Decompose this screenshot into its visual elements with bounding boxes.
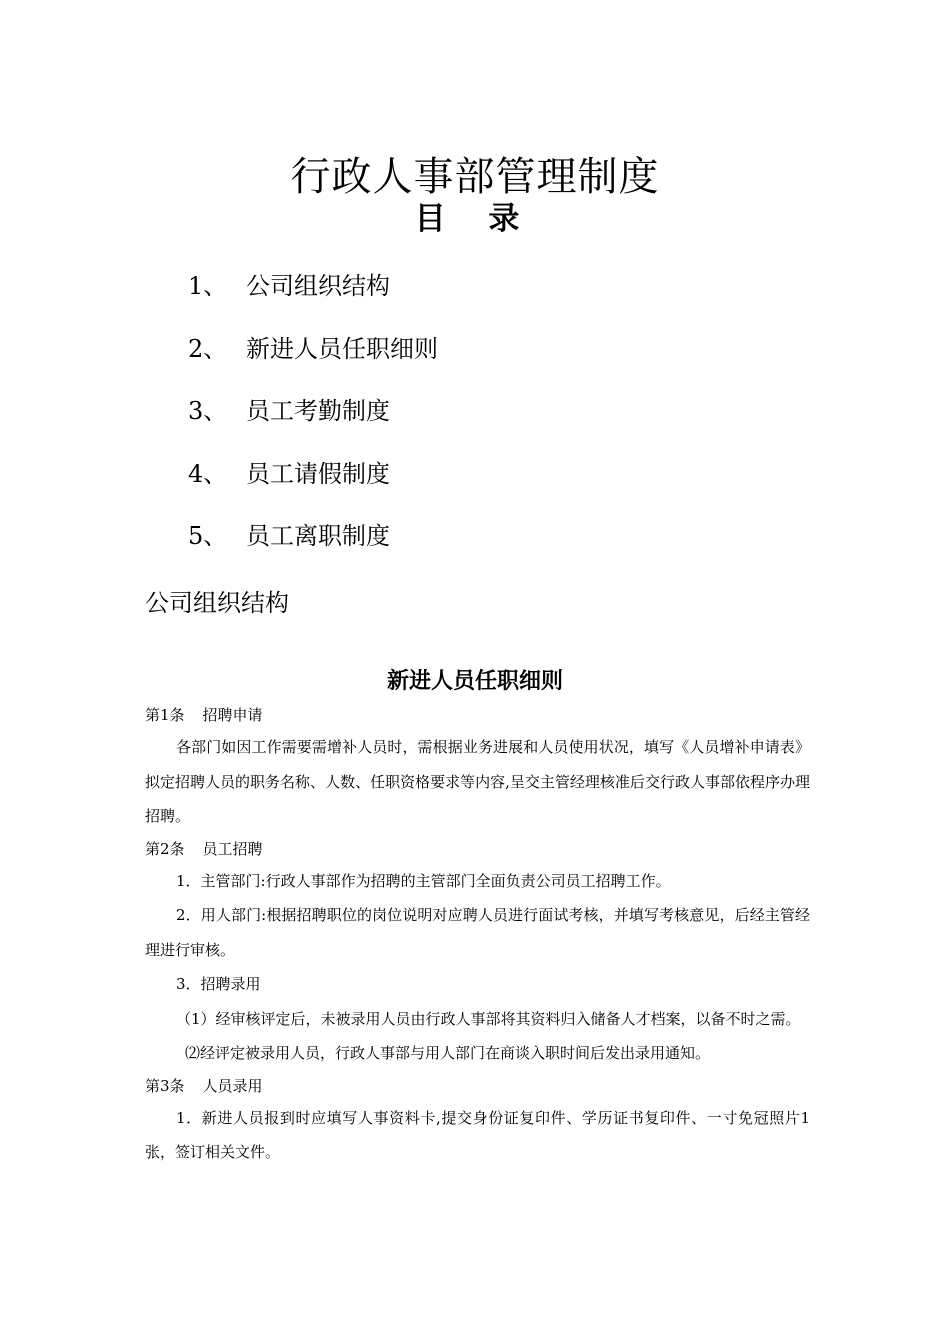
- article-number: 第2条: [145, 839, 185, 858]
- toc-item-number: 3、: [188, 397, 228, 425]
- section-heading-onboarding: 新进人员任职细则: [386, 669, 563, 695]
- toc-item: [188, 391, 438, 454]
- toc-item: [188, 266, 438, 329]
- paragraph: 1．主管部门:行政人事部作为招聘的主管部门全面负责公司员工招聘工作。: [176, 871, 671, 890]
- toc-item-label: 员工请假制度: [246, 459, 390, 488]
- paragraph: 各部门如因工作需要需增补人员时，需根据业务进展和人员使用状况，填写《人员增补申请表》拟定招聘人员的职务名称、人数、任职资格要求等内容,呈交主管经理核准后交行政人事部依程序办理招聘。: [145, 738, 810, 825]
- paragraph: 3．招聘录用: [176, 975, 261, 993]
- paragraph: 2．用人部门:根据招聘职位的岗位说明对应聘人员进行面试考核，并填写考核意见，后经主管经理进行审核。: [145, 906, 810, 959]
- table-of-contents: [188, 266, 438, 579]
- toc-item-label: 员工考勤制度: [246, 397, 390, 425]
- toc-item-number: 1、: [188, 272, 228, 300]
- article-topic: 招聘申请: [202, 706, 263, 724]
- toc-item-label: 员工离职制度: [246, 522, 390, 550]
- article-heading: [145, 1071, 810, 1101]
- toc-item-number: 2、: [188, 334, 228, 363]
- toc-item-label: 新进人员任职细则: [246, 334, 438, 363]
- toc-heading: 目 录: [414, 201, 536, 237]
- document-title: 行政人事部管理制度: [290, 153, 660, 200]
- article-number: 第1条: [145, 706, 185, 724]
- paragraph: ⑵经评定被录用人员，行政人事部与用人部门在商谈入职时间后发出录用通知。: [185, 1044, 711, 1062]
- toc-item: [188, 454, 438, 517]
- toc-item: [188, 329, 438, 392]
- toc-item: [188, 516, 438, 579]
- section-body: [145, 700, 810, 1170]
- toc-item-number: 4、: [188, 459, 228, 488]
- article-heading: [145, 834, 810, 864]
- article-topic: 员工招聘: [202, 839, 263, 858]
- toc-item-label: 公司组织结构: [246, 272, 390, 300]
- article-number: 第3条: [145, 1076, 185, 1095]
- article-topic: 人员录用: [202, 1076, 263, 1095]
- paragraph: 1．新进人员报到时应填写人事资料卡,提交身份证复印件、学历证书复印件、一寸免冠照片1张，签订相关文件。: [145, 1108, 810, 1161]
- article-heading: [145, 700, 810, 730]
- toc-item-number: 5、: [188, 522, 228, 550]
- section-title-organization: 公司组织结构: [145, 589, 289, 617]
- paragraph: （1）经审核评定后，未被录用人员由行政人事部将其资料归入储备人才档案，以备不时之需。: [176, 1009, 801, 1028]
